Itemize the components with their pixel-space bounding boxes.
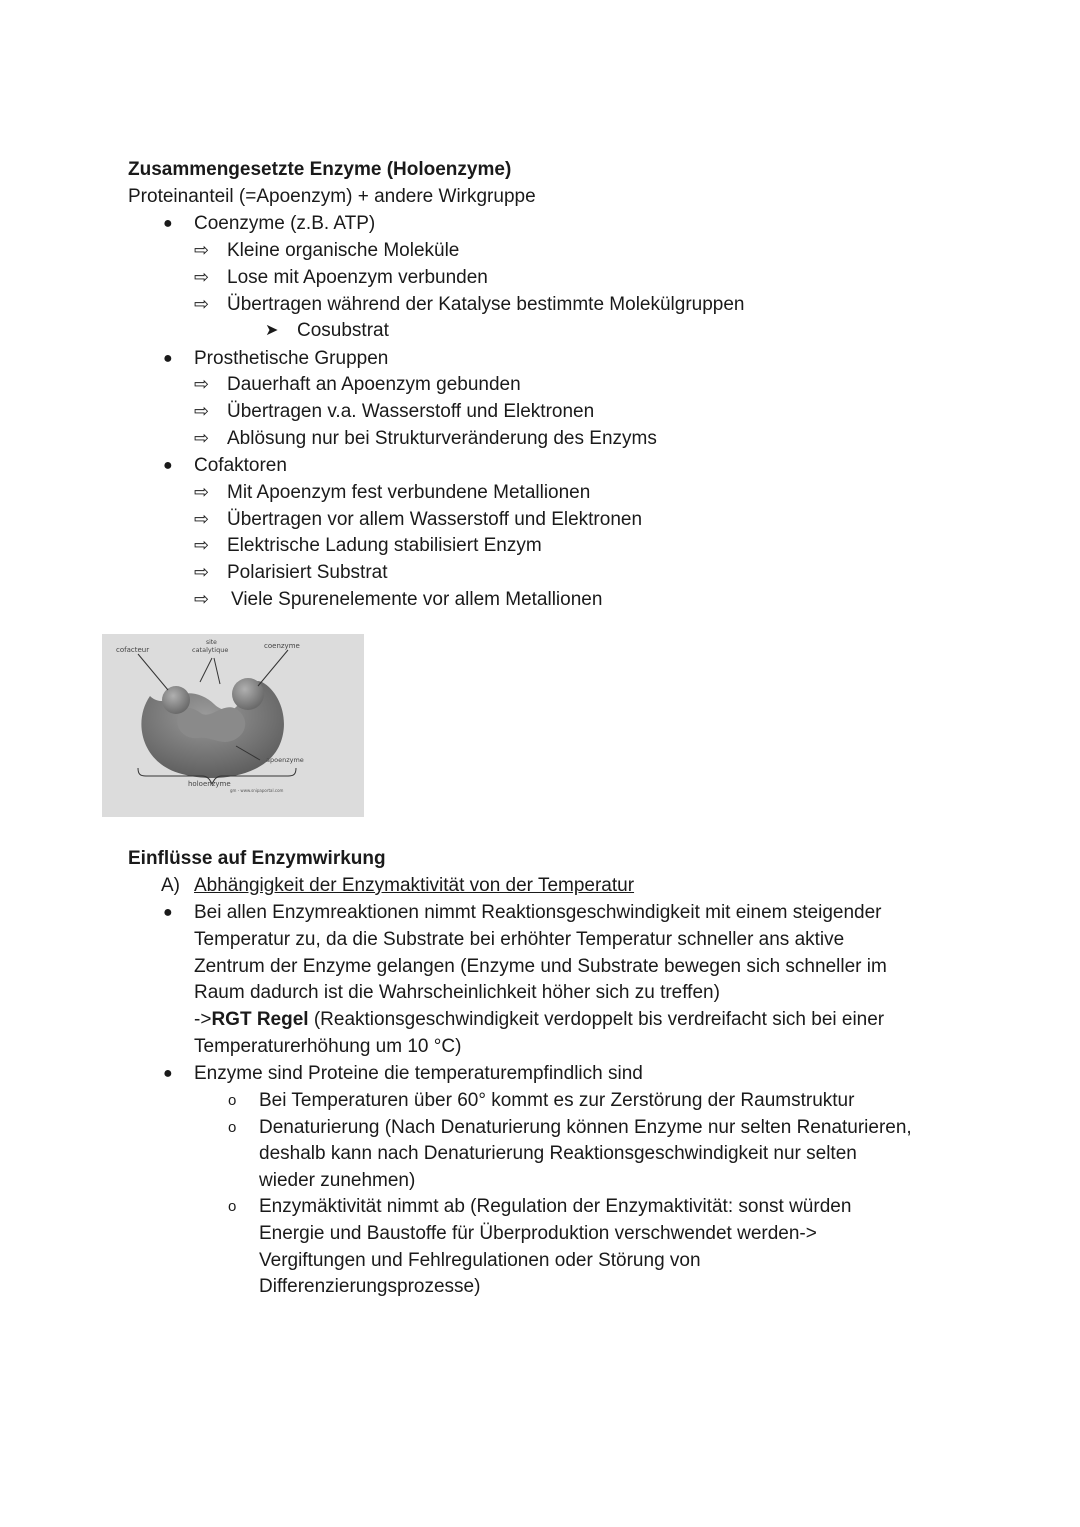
sub-list-item: Bei Temperaturen über 60° kommt es zur Zerstörung der Raumstruktur (259, 1090, 855, 1111)
holoenzyme-figure (102, 634, 364, 817)
arrow-icon: ⇨ (194, 562, 210, 582)
coenzyme-shape (232, 678, 264, 710)
group-title-cofactors: Cofaktoren (194, 455, 287, 476)
list-item: Mit Apoenzym fest verbundene Metallionen (227, 482, 591, 503)
arrow-icon: ⇨ (194, 401, 210, 421)
rgt-prefix: -> (194, 1009, 212, 1030)
list-item: Lose mit Apoenzym verbunden (227, 267, 488, 288)
paragraph-line: Temperaturerhöhung um 10 °C) (194, 1036, 462, 1057)
label-site-catalytic: catalytique (192, 646, 229, 654)
paragraph-line: Enzyme sind Proteine die temperaturempfindlich sind (194, 1063, 643, 1084)
arrow-icon: ⇨ (194, 428, 210, 448)
list-item: Dauerhaft an Apoenzym gebunden (227, 374, 521, 395)
label-site: site (206, 639, 217, 646)
arrow-icon: ⇨ (194, 294, 210, 314)
sub-list-item: wieder zunehmen) (259, 1170, 416, 1191)
arrow-icon: ⇨ (194, 240, 210, 260)
list-item: Übertragen während der Katalyse bestimmte Molekülgruppen (227, 294, 745, 315)
list-item: Kleine organische Moleküle (227, 240, 460, 261)
list-item: Übertragen vor allem Wasserstoff und Elektronen (227, 509, 643, 530)
rgt-rule-line (194, 1006, 884, 1033)
sub-list-item: Energie und Baustoffe für Überproduktion verschwendet werden-> (259, 1223, 817, 1244)
circle-bullet-icon: o (228, 1092, 237, 1109)
group-title-coenzyme: Coenzyme (z.B. ATP) (194, 213, 376, 234)
rgt-rule-label: RGT Regel (211, 1009, 309, 1030)
circle-bullet-icon: o (228, 1119, 237, 1136)
bullet-icon: ● (163, 904, 173, 921)
sub-list-item: Vergiftungen und Fehlregulationen oder Störung von (259, 1250, 701, 1271)
bullet-icon: ● (163, 215, 173, 232)
sub-list-item: Differenzierungsprozesse) (259, 1276, 481, 1297)
arrow-icon: ⇨ (194, 482, 210, 502)
intro-text: Proteinanteil (=Apoenzym) + andere Wirkgruppe (128, 186, 536, 207)
sub-heading-temperature: Abhängigkeit der Enzymaktivität von der Temperatur (194, 875, 635, 896)
paragraph-line: Zentrum der Enzyme gelangen (Enzyme und Substrate bewegen sich schneller im (194, 956, 887, 977)
label-credit: gm - www.snipaportal.com (230, 788, 284, 793)
sub-list-item: Cosubstrat (297, 320, 389, 341)
label-apoenzyme: apoenzyme (266, 756, 304, 764)
triangle-bullet-icon: ➤ (265, 322, 279, 339)
paragraph-line: Bei allen Enzymreaktionen nimmt Reaktionsgeschwindigkeit mit einem steigender (194, 902, 882, 923)
arrow-icon: ⇨ (194, 535, 210, 555)
arrow-icon: ⇨ (194, 374, 210, 394)
rgt-rule-text: (Reaktionsgeschwindigkeit verdoppelt bis verdreifacht sich bei einer (308, 1009, 885, 1030)
label-cofactor: cofacteur (116, 646, 150, 654)
group-title-prosthetic: Prosthetische Gruppen (194, 348, 389, 369)
paragraph-line: Temperatur zu, da die Substrate bei erhöhter Temperatur schneller ans aktive (194, 929, 845, 950)
paragraph-line: Raum dadurch ist die Wahrscheinlichkeit höher sich zu treffen) (194, 982, 720, 1003)
section-heading-influences: Einflüsse auf Enzymwirkung (128, 848, 386, 869)
cofactor-shape (162, 686, 190, 714)
list-item: Ablösung nur bei Strukturveränderung des Enzyms (227, 428, 657, 449)
section-heading-holoenzyme: Zusammengesetzte Enzyme (Holoenzyme) (128, 159, 512, 180)
bullet-icon: ● (163, 457, 173, 474)
sub-heading-letter: A) (161, 875, 180, 896)
arrow-icon: ⇨ (194, 509, 210, 529)
sub-list-item: Enzymäktivität nimmt ab (Regulation der Enzymaktivität: sonst würden (259, 1196, 852, 1217)
label-coenzyme: coenzyme (264, 642, 300, 650)
list-item: Elektrische Ladung stabilisiert Enzym (227, 535, 542, 556)
arrow-icon: ⇨ (194, 267, 210, 287)
list-item: Polarisiert Substrat (227, 562, 388, 583)
sub-list-item: Denaturierung (Nach Denaturierung können Enzyme nur selten Renaturieren, (259, 1117, 912, 1138)
site-pointer-1 (200, 658, 212, 682)
sub-list-item: deshalb kann nach Denaturierung Reaktionsgeschwindigkeit nur selten (259, 1143, 857, 1164)
list-item: Viele Spurenelemente vor allem Metallionen (231, 589, 603, 610)
bullet-icon: ● (163, 1065, 173, 1082)
list-item: Übertragen v.a. Wasserstoff und Elektronen (227, 401, 595, 422)
coenzyme-pointer (258, 650, 288, 686)
circle-bullet-icon: o (228, 1198, 237, 1215)
cofactor-pointer (138, 654, 168, 690)
site-pointer-2 (214, 658, 220, 684)
label-holoenzyme: holoenzyme (188, 780, 231, 788)
bullet-icon: ● (163, 350, 173, 367)
arrow-icon: ⇨ (194, 589, 210, 609)
